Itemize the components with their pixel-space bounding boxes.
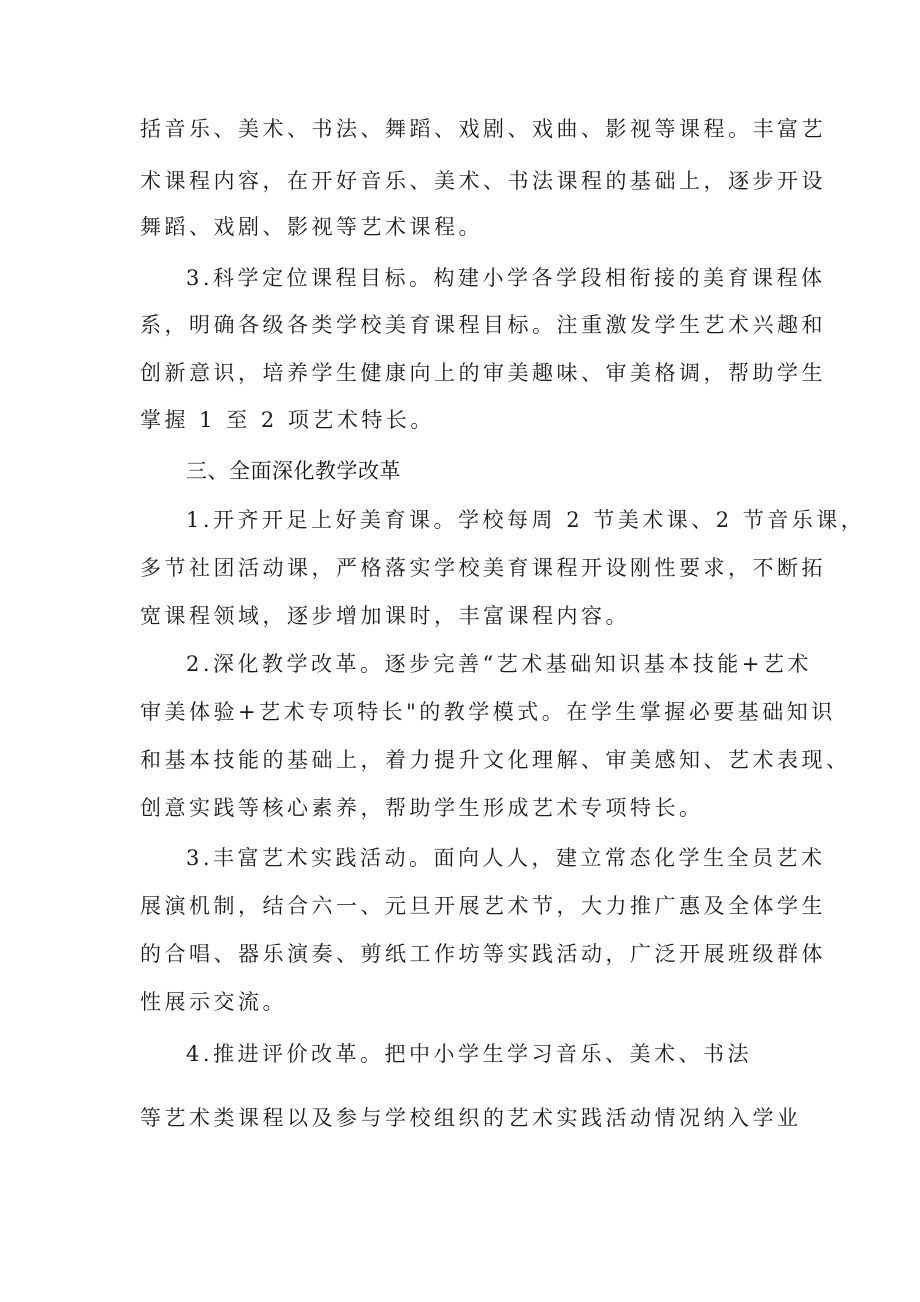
text-line: 和基本技能的基础上，着力提升文化理解、审美感知、艺术表现、 <box>140 748 851 772</box>
text-line: 创意实践等核心素养，帮助学生形成艺术专项特长。 <box>140 796 704 820</box>
text-line: 括音乐、美术、书法、舞蹈、戏剧、戏曲、影视等课程。丰富艺 <box>140 117 826 141</box>
text-line: 展演机制，结合六一、元旦开展艺术节，大力推广惠及全体学生 <box>140 894 826 918</box>
text-line: 审美体验+艺术专项特长"的教学模式。在学生掌握必要基础知识 <box>140 700 836 724</box>
text-line: 3.科学定位课程目标。构建小学各学段相衔接的美育课程体 <box>186 266 826 290</box>
text-line: 创新意识，培养学生健康向上的审美趣味、审美格调，帮助学生 <box>140 361 826 385</box>
text-line: 多节社团活动课，严格落实学校美育课程开设刚性要求，不断拓 <box>140 556 826 580</box>
text-line: 2.深化教学改革。逐步完善“艺术基础知识基本技能+艺术 <box>186 652 812 676</box>
text-line: 舞蹈、戏剧、影视等艺术课程。 <box>140 215 483 239</box>
text-line: 性展示交流。 <box>140 990 287 1014</box>
text-line: 的合唱、器乐演奏、剪纸工作坊等实践活动，广泛开展班级群体 <box>140 942 826 966</box>
text-line: 等艺术类课程以及参与学校组织的艺术实践活动情况纳入学业 <box>140 1106 802 1130</box>
text-line: 1.开齐开足上好美育课。学校每周 2 节美术课、2 节音乐课， <box>186 508 866 532</box>
text-line: 系，明确各级各类学校美育课程目标。注重激发学生艺术兴趣和 <box>140 313 826 337</box>
text-line: 术课程内容，在开好音乐、美术、书法课程的基础上，逐步开设 <box>140 169 826 193</box>
text-line: 宽课程领域，逐步增加课时，丰富课程内容。 <box>140 604 630 628</box>
text-line: 3.丰富艺术实践活动。面向人人，建立常态化学生全员艺术 <box>186 846 826 870</box>
text-line: 掌握 1 至 2 项艺术特长。 <box>140 408 435 432</box>
text-line: 4.推进评价改革。把中小学生学习音乐、美术、书法 <box>186 1042 753 1066</box>
section-heading: 三、全面深化教学改革 <box>186 459 401 483</box>
